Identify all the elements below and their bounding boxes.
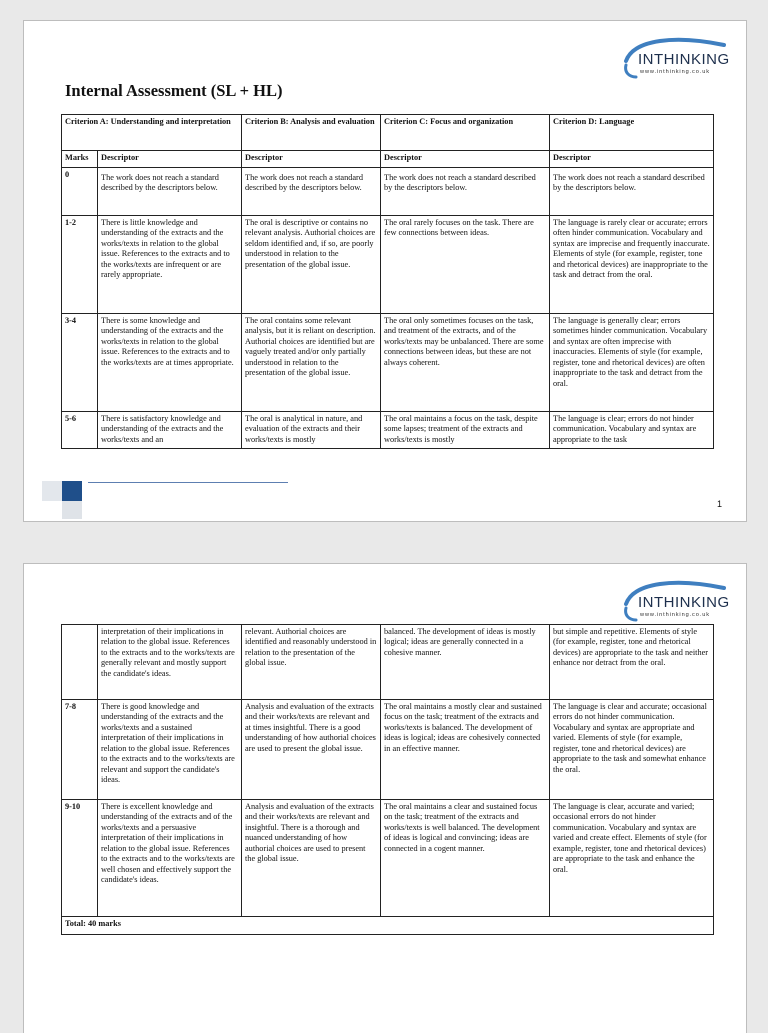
criterion-c-header: Criterion C: Focus and organization [381, 115, 550, 151]
criterion-c-cell: The oral maintains a clear and sustained focus on the task; treatment of the extracts and works/texts is well balanced. The development of ideas is logical and convincing; ideas are connected in a cogent manner. [381, 800, 550, 917]
criterion-a-cell: There is excellent knowledge and understanding of the extracts and of the works/texts and a persuasive interpretation of their implications in relation to the global issue. References to the extracts and to the works/texts are well chosen and effectively support the candidate's ideas. [98, 800, 242, 917]
criterion-a-cell: There is little knowledge and understanding of the extracts and the works/texts in relation to the global issue. References to the extracts and to the works/texts are infrequent or are rarely appropriate. [98, 216, 242, 314]
criterion-c-cell: The oral maintains a focus on the task, despite some lapses; treatment of the extracts and works/texts is mostly [381, 412, 550, 449]
table-row [62, 168, 714, 216]
criterion-c-cell: The oral rarely focuses on the task. There are few connections between ideas. [381, 216, 550, 314]
logo-url: www.inthinking.co.uk [640, 69, 710, 75]
criterion-b-cell: relevant. Authorial choices are identified and reasonably understood in relation to the presentation of the global issue. [242, 625, 381, 700]
total-row [62, 917, 714, 935]
criterion-c-cell: The oral maintains a mostly clear and sustained focus on the task; treatment of the extracts and works/texts is balanced. The development of ideas is logical; ideas are cohesively connected in an effective manner. [381, 700, 550, 800]
table-row [62, 800, 714, 917]
table-row [62, 314, 714, 412]
criterion-d-cell: The language is clear, accurate and varied; occasional errors do not hinder communication. Vocabulary and syntax are varied and create effect. Elements of style (for example, register, tone and rhetorical devices) are appropriate to the task and enhance the oral. [550, 800, 714, 917]
criterion-d-cell: but simple and repetitive. Elements of style (for example, register, tone and rhetorical devices) are appropriate to the task and neither enhance nor detract from the oral. [550, 625, 714, 700]
descriptor-a-header: Descriptor [98, 151, 242, 168]
criterion-a-cell: interpretation of their implications in relation to the global issue. References to the extracts and to the works/texts are generally relevant and mostly support the candidate's ideas. [98, 625, 242, 700]
criterion-d-cell: The language is generally clear; errors sometimes hinder communication. Vocabulary and syntax are often imprecise with inaccuracies. Elements of style (for example, register, tone and rhetorical devices) are often inappropriate to the task and detract from the oral. [550, 314, 714, 412]
footer-square [62, 501, 82, 519]
criterion-c-cell: The work does not reach a standard described by the descriptors below. [381, 168, 550, 216]
criterion-b-cell: The oral is analytical in nature, and evaluation of the extracts and their works/texts is mostly [242, 412, 381, 449]
criteria-header-row [62, 115, 714, 151]
column-header-row [62, 151, 714, 168]
criterion-d-cell: The work does not reach a standard described by the descriptors below. [550, 168, 714, 216]
marks-cell: 3-4 [62, 314, 98, 412]
assessment-table-page-1 [61, 114, 714, 449]
criterion-c-cell: The oral only sometimes focuses on the task, and treatment of the extracts, and of the works/texts may be unbalanced. There are some connections between ideas, but these are not always coherent. [381, 314, 550, 412]
footer-decoration [42, 481, 292, 521]
criterion-d-cell: The language is rarely clear or accurate; errors often hinder communication. Vocabulary and syntax are imprecise and frequently inaccurate. Elements of style (for example, register, tone and rhetorical devices) are inappropriate to the task and detract from the oral. [550, 216, 714, 314]
criterion-d-cell: The language is clear and accurate; occasional errors do not hinder communication. Vocabulary and syntax are appropriate and varied. Elements of style (for example, register, tone and rhetorical devices) are appropriate to the task and somewhat enhance the oral. [550, 700, 714, 800]
marks-cell: 9-10 [62, 800, 98, 917]
table-row [62, 700, 714, 800]
criterion-b-cell: The oral contains some relevant analysis, but it is reliant on description. Authorial choices are identified but are vaguely treated and/or only partially understood in relation to the presentation of the global issue. [242, 314, 381, 412]
page-number: 1 [716, 499, 722, 509]
inthinking-logo [620, 35, 732, 89]
total-marks: Total: 40 marks [62, 917, 714, 935]
criterion-c-cell: balanced. The development of ideas is mostly logical; ideas are generally connected in a cohesive manner. [381, 625, 550, 700]
criterion-a-cell: There is satisfactory knowledge and understanding of the extracts and the works/texts and an [98, 412, 242, 449]
criterion-d-cell: The language is clear; errors do not hinder communication. Vocabulary and syntax are appropriate to the task [550, 412, 714, 449]
criterion-a-cell: The work does not reach a standard described by the descriptors below. [98, 168, 242, 216]
criterion-a-cell: There is good knowledge and understanding of the extracts and the works/texts and a sustained interpretation of their implications in relation to the global issue. References to the extracts and to the works/texts are relevant and support the candidate's ideas. [98, 700, 242, 800]
criterion-d-header: Criterion D: Language [550, 115, 714, 151]
document-page-2 [23, 563, 747, 1033]
marks-header: Marks [62, 151, 98, 168]
table-row [62, 625, 714, 700]
criterion-a-cell: There is some knowledge and understanding of the extracts and the works/texts in relation to the global issue. References to the extracts and to the works/texts are at times appropriate. [98, 314, 242, 412]
logo-wordmark: INTHINKING [638, 594, 730, 611]
criterion-b-header: Criterion B: Analysis and evaluation [242, 115, 381, 151]
page-title: Internal Assessment (SL + HL) [65, 81, 283, 100]
table-row [62, 216, 714, 314]
marks-cell: 1-2 [62, 216, 98, 314]
logo-wordmark: INTHINKING [638, 51, 730, 68]
descriptor-b-header: Descriptor [242, 151, 381, 168]
table-row [62, 412, 714, 449]
assessment-table-page-2 [61, 624, 714, 935]
marks-cell [62, 625, 98, 700]
footer-rule [88, 482, 288, 483]
descriptor-d-header: Descriptor [550, 151, 714, 168]
criterion-b-cell: Analysis and evaluation of the extracts and their works/texts are relevant and at times insightful. There is a good understanding of how authorial choices are used to present the global issue. [242, 700, 381, 800]
criterion-a-header: Criterion A: Understanding and interpretation [62, 115, 242, 151]
document-page-1 [23, 20, 747, 522]
criterion-b-cell: The work does not reach a standard described by the descriptors below. [242, 168, 381, 216]
criterion-b-cell: The oral is descriptive or contains no relevant analysis. Authorial choices are seldom identified and, if so, are poorly understood in relation to the presentation of the global issue. [242, 216, 381, 314]
footer-square [62, 481, 82, 501]
footer-square [42, 481, 62, 501]
marks-cell: 7-8 [62, 700, 98, 800]
criterion-b-cell: Analysis and evaluation of the extracts and their works/texts are relevant and insightful. There is a thorough and nuanced understanding of how authorial choices are used to present the global issue. [242, 800, 381, 917]
logo-url: www.inthinking.co.uk [640, 612, 710, 618]
descriptor-c-header: Descriptor [381, 151, 550, 168]
marks-cell: 5-6 [62, 412, 98, 449]
marks-cell: 0 [62, 168, 98, 216]
